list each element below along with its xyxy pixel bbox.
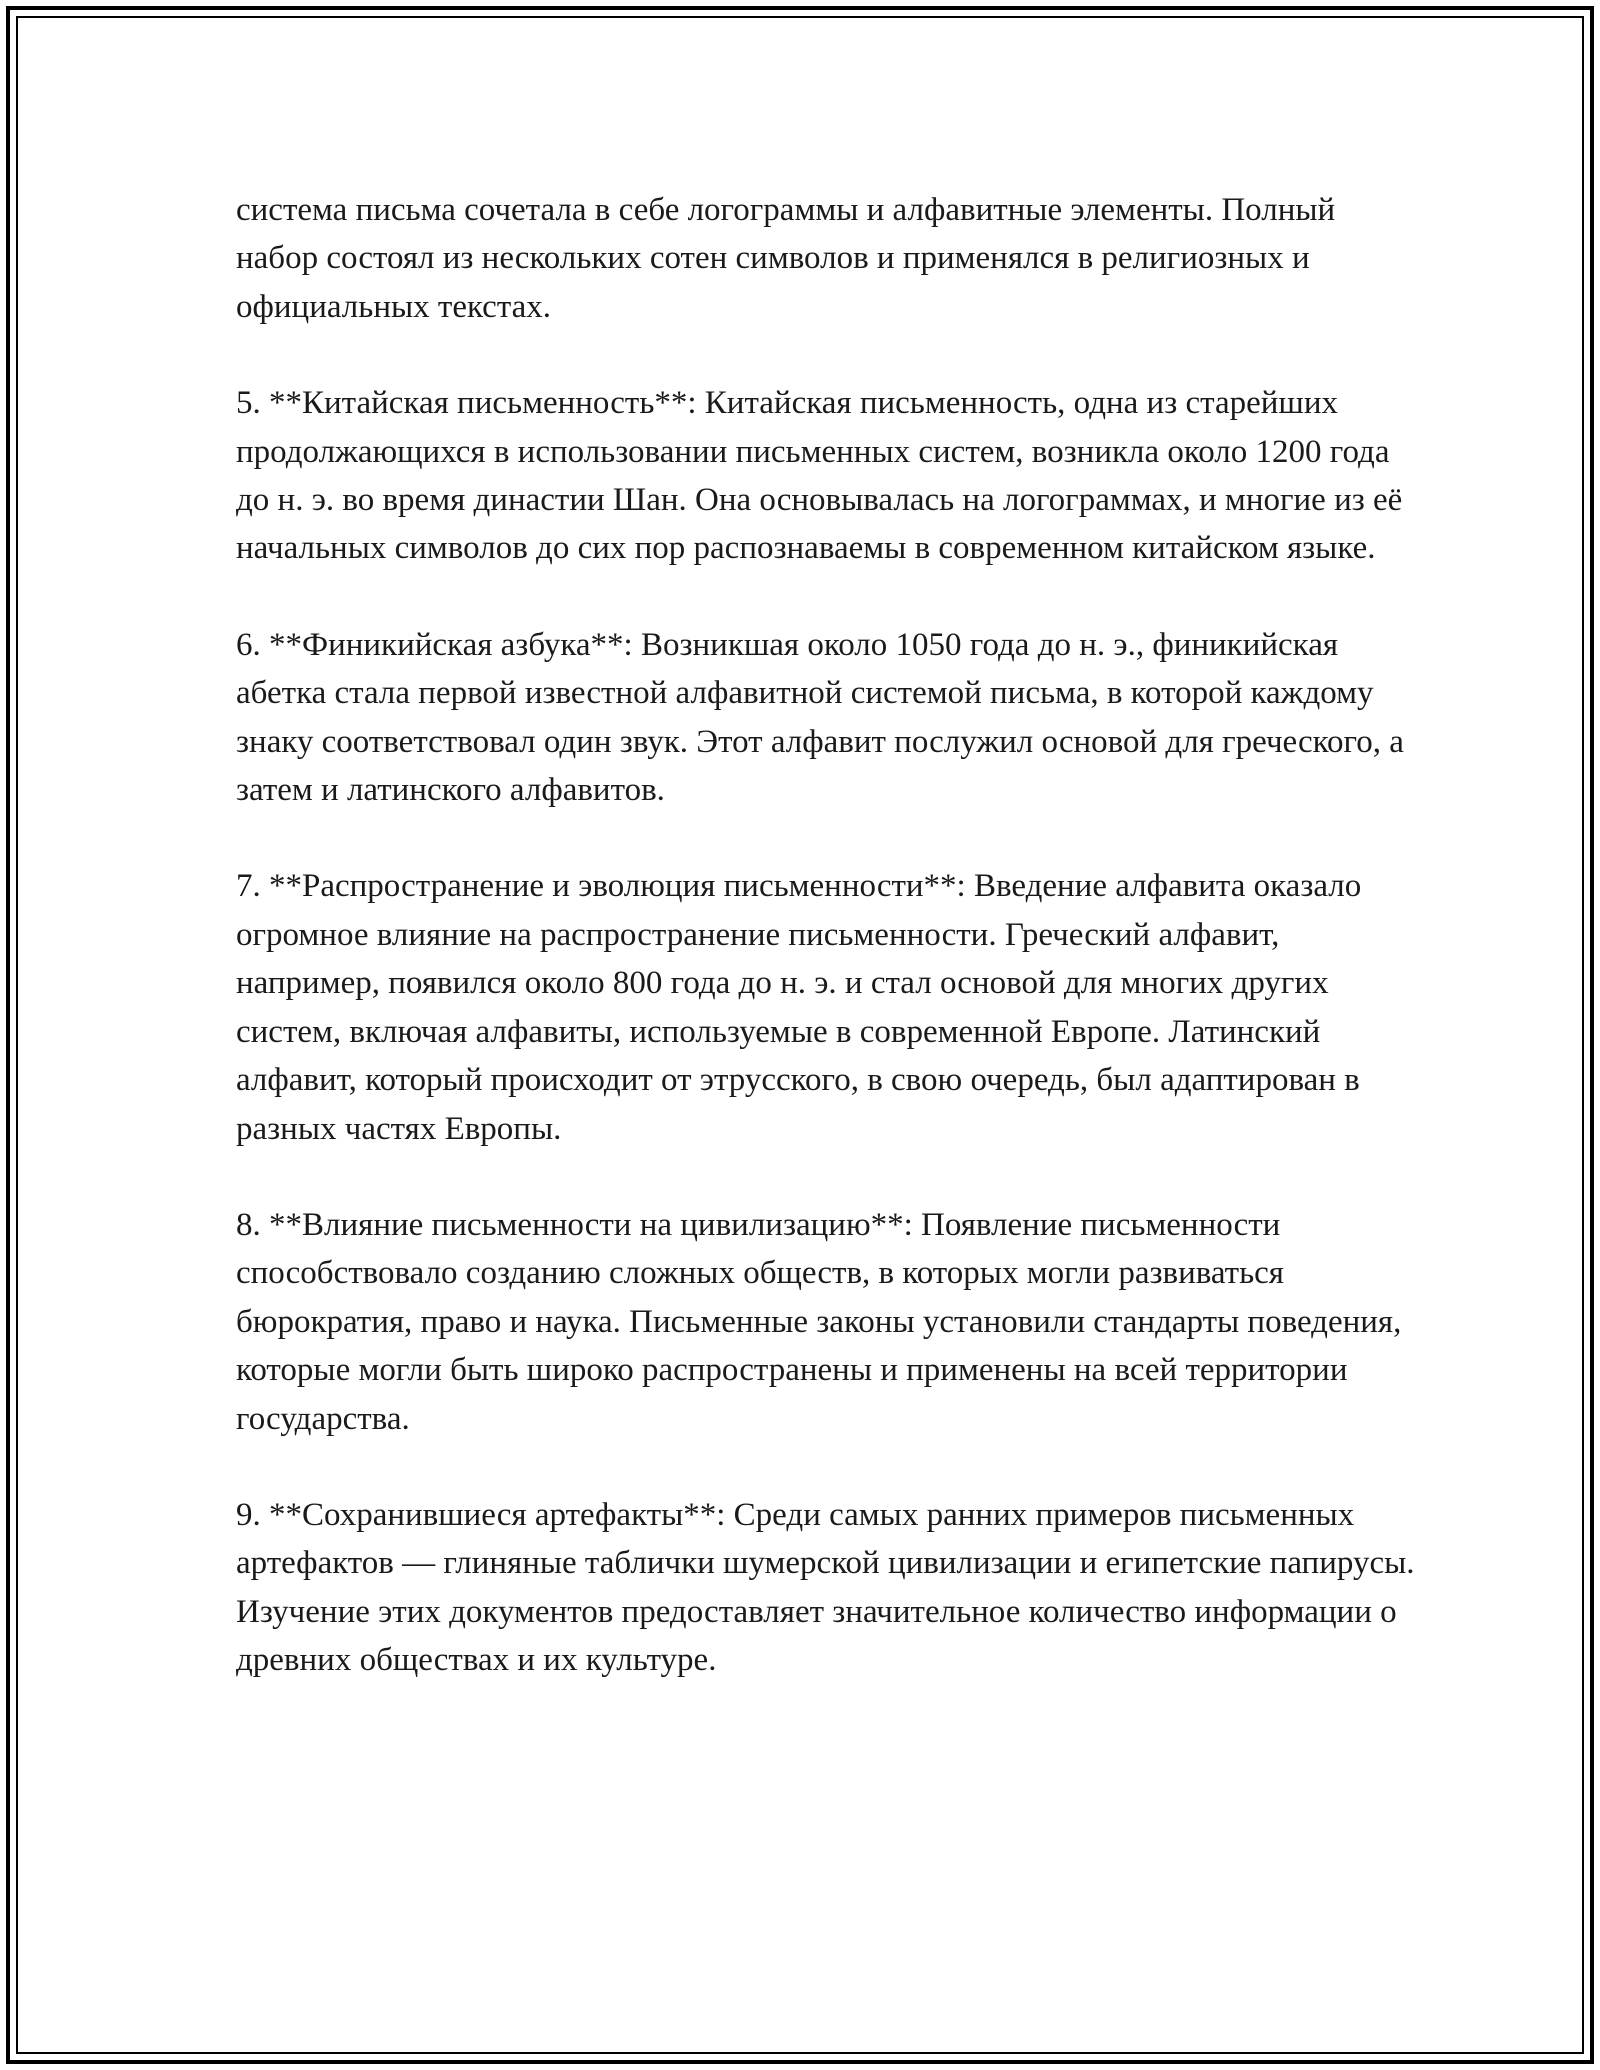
paragraph-chinese-writing: 5. **Китайская письменность**: Китайская письменность, одна из старейших продолжающихся в использовании письменных систем, возникла около 1200 года до н. э. во время династии Шан. Она основывалась на логограммах, и многие из её начальных символов до сих пор распознаваемы в современном китайском языке. (236, 385, 1403, 567)
document-body (236, 186, 1416, 1733)
paragraph-spread-evolution: 7. **Распространение и эволюция письменности**: Введение алфавита оказало огромное влияние на распространение письменности. Греческий алфавит, например, появился около 800 года до н. э. и стал основой для многих других систем, включая алфавиты, используемые в современной Европе. Латинский алфавит, который происходит от этрусского, в свою очередь, был адаптирован в разных частях Европы. (236, 868, 1362, 1147)
paragraph-surviving-artifacts: 9. **Сохранившиеся артефакты**: Среди самых ранних примеров письменных артефактов — глиняные таблички шумерской цивилизации и египетские папирусы. Изучение этих документов предоставляет значительное количество информации о древних обществах и их культуре. (236, 1496, 1415, 1679)
paragraph-phoenician-alphabet: 6. **Финикийская азбука**: Возникшая около 1050 года до н. э., финикийская абетка стала первой известной алфавитной системой письма, в которой каждому знаку соответствовал один звук. Этот алфавит послужил основой для греческого, а затем и латинского алфавитов. (236, 626, 1404, 809)
paragraph-intro-continuation: система письма сочетала в себе логограммы и алфавитные элементы. Полный набор состоял из нескольких сотен символов и применялся в религиозных и официальных текстах. (236, 192, 1336, 325)
paragraph-influence-civilization: 8. **Влияние письменности на цивилизацию**: Появление письменности способствовало созданию сложных обществ, в которых могли развиваться бюрократия, право и наука. Письменные законы установили стандарты поведения, которые могли быть широко распространены и применены на всей территории государства. (236, 1206, 1402, 1437)
